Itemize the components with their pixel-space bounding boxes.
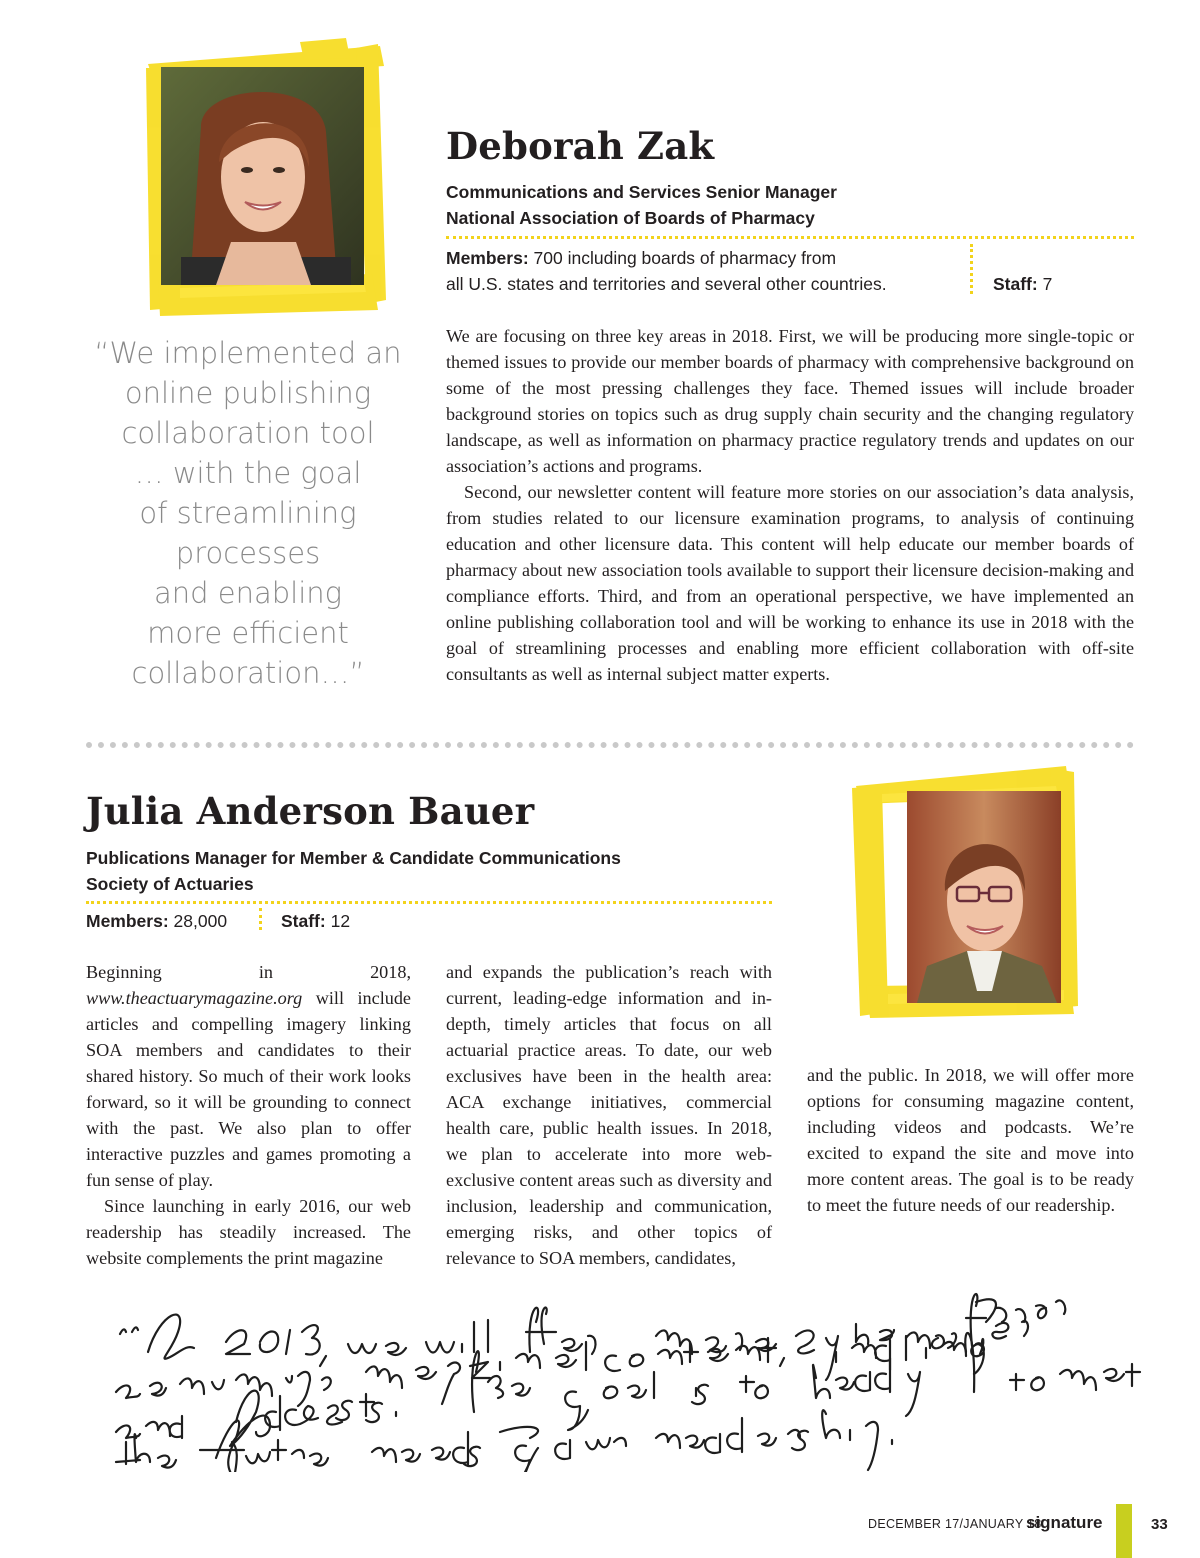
section-separator — [86, 742, 1134, 748]
article-body — [446, 323, 1134, 687]
portrait-frame — [140, 38, 390, 318]
role-organization: Society of Actuaries — [86, 874, 254, 894]
role-title: Publications Manager for Member & Candidate Communications — [86, 848, 621, 868]
portrait-photo-julia-anderson-bauer — [907, 791, 1061, 1003]
quote-line: online publishing — [124, 376, 372, 410]
paragraph-text: will include articles and compelling imagery linking SOA members and candidates to their shared history. So much of their work looks forward, so it will be grounding to connect with the past. We also plan to offer interactive puzzles and games promoting a fun sense of play. — [86, 988, 412, 1190]
portrait-frame — [852, 760, 1078, 1020]
stats-separator — [970, 244, 973, 294]
members-value: 28,000 — [173, 911, 228, 931]
magazine-title: signature — [1026, 1513, 1103, 1532]
profile-role — [86, 845, 621, 897]
paragraph: We are focusing on three key areas in 2018. First, we will be producing more single-topic or themed issues to provide our member boards of pharmacy with comprehensive background on some of the most pressing challenges they face. Themed issues will include broader background stories on topics such as drug supply chain security and the changing regulatory landscape, as well as information on pharmacy practice regulatory trends and updates on our association’s actions and programs. — [446, 326, 1134, 476]
staff-label: Staff: — [993, 274, 1038, 294]
paragraph: and the public. In 2018, we will offer more options for consuming magazine content, including videos and podcasts. We’re excited to expand the site and move into more content areas. The goal is to be ready to meet the future needs of our readership. — [807, 1065, 1134, 1215]
members-value: 700 including boards of pharmacy from — [533, 248, 837, 268]
portrait-photo-deborah-zak — [161, 67, 364, 285]
paragraph: Second, our newsletter content will feature more stories on our association’s data analysis, from studies related to our licensure examination programs, to analysis of continuing education and other licensure data. This content will help educate our member boards of pharmacy about new association tools available to support their licensure decision-making and compliance efforts. Third, and from an operational perspective, we have implemented an online publishing collaboration tool and will be working to enhance its use in 2018 with the goal of streamlining processes and enabling more efficient collaboration with off-site consultants as well as internal subject matter experts. — [446, 482, 1134, 684]
paragraph — [86, 959, 411, 1193]
quote-line: and enabling — [153, 576, 343, 610]
paragraph: Since launching in early 2016, our web readership has steadily increased. The website complements the print magazine — [86, 1196, 411, 1268]
role-title: Communications and Services Senior Manager — [446, 182, 837, 202]
staff-value: 12 — [330, 911, 351, 931]
pull-quote — [80, 333, 416, 693]
article-column-3 — [807, 1062, 1134, 1218]
quote-line: “We implemented an — [94, 336, 402, 370]
website-link[interactable]: www.theactuarymagazine.org — [86, 988, 303, 1008]
role-organization: National Association of Boards of Pharmacy — [446, 208, 815, 228]
paragraph: and expands the publication’s reach with current, leading-edge information and in-depth, timely articles that focus on all actuarial practice areas. To date, our web exclusives have been in the health area: ACA exchange initiatives, commercial health care, public health issues. In 2018, we plan to accelerate into more web-exclusive content areas such as diversity and inclusion, leadership and communication, emerging risks, and other topics of relevance to SOA members, candidates, — [446, 962, 772, 1268]
stats-staff — [281, 908, 350, 934]
article-column-1 — [86, 959, 411, 1271]
members-label: Members: — [446, 248, 529, 268]
quote-line: collaboration tool — [121, 416, 375, 450]
article-column-2 — [446, 959, 772, 1271]
staff-value: 7 — [1042, 274, 1053, 294]
profile-name: Julia Anderson Bauer — [86, 789, 535, 833]
paragraph-text: Beginning in 2018, — [86, 962, 411, 982]
quote-line: processes — [175, 536, 321, 570]
issue-date: DECEMBER 17/JANUARY 18 — [868, 1517, 1042, 1531]
stats-members — [86, 908, 227, 934]
profile-role — [446, 179, 837, 231]
stats-members — [446, 245, 887, 297]
quote-line: more efficient — [147, 616, 349, 650]
stats-separator — [259, 908, 262, 930]
divider-dotted — [86, 901, 772, 904]
handwritten-quote — [96, 1262, 1146, 1472]
profile-name: Deborah Zak — [446, 124, 715, 168]
quote-line: … with the goal — [134, 456, 362, 490]
accent-bar — [1116, 1504, 1132, 1558]
handwriting-graphic — [96, 1262, 1146, 1472]
quote-line: of streamlining — [139, 496, 357, 530]
stats-staff — [993, 271, 1052, 297]
quote-line: collaboration…” — [131, 656, 365, 690]
page-number: 33 — [1151, 1516, 1168, 1533]
staff-label: Staff: — [281, 911, 326, 931]
divider-dotted — [446, 236, 1134, 239]
members-label: Members: — [86, 911, 169, 931]
members-value-cont: all U.S. states and territories and several other countries. — [446, 274, 887, 294]
